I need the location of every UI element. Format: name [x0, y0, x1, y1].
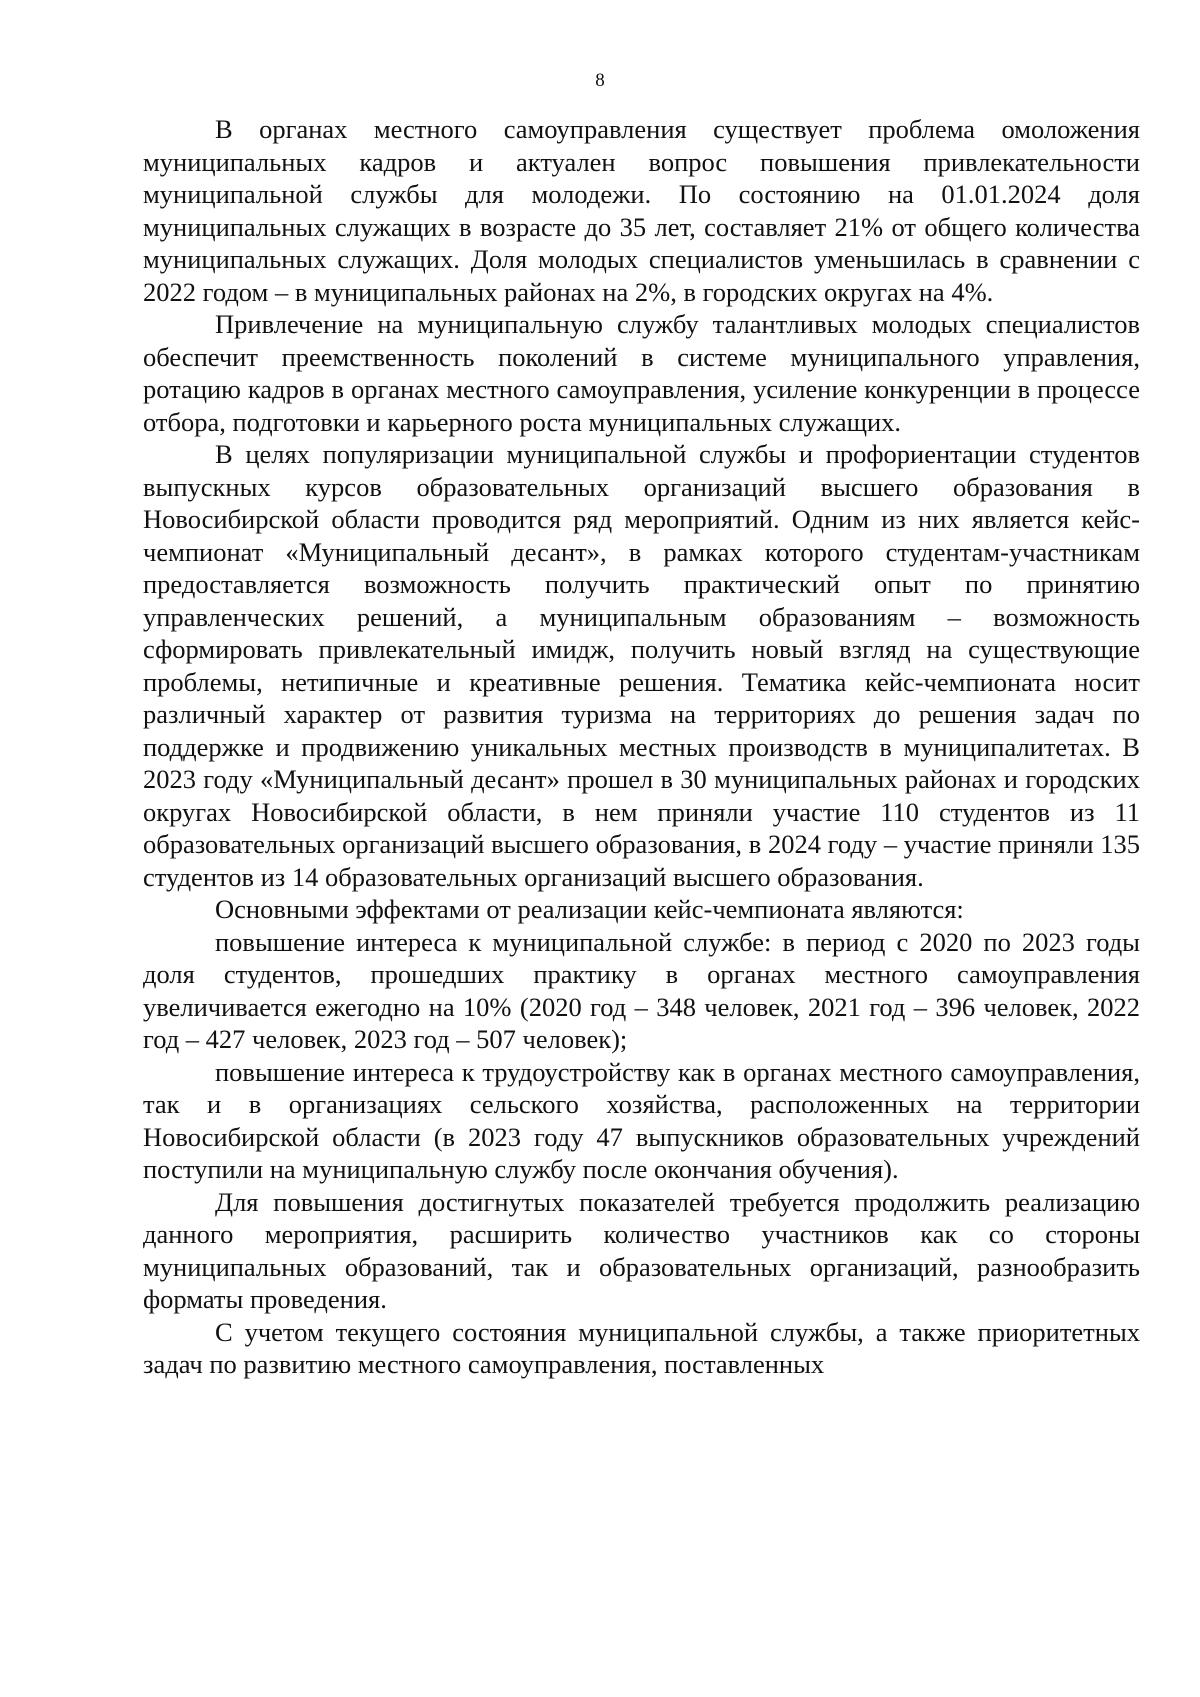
paragraph-effect-interest-in-service: повышение интереса к муниципальной службе: в период с 2020 по 2023 годы доля студентов, прошедших практику в органах местного самоуправления увеличивается ежегодно на 10% (2020 год – 348 человек, 2021 год – 396 человек, 2022 год – 427 человек, 2023 год – 507 человек);	[143, 926, 1140, 1054]
document-body	[143, 113, 1140, 1381]
paragraph-attracting-specialists: Привлечение на муниципальную службу талантливых молодых специалистов обеспечит преемственность поколений в системе муниципального управления, ротацию кадров в органах местного самоуправления, усиление конкуренции в процессе отбора, подготовки и карьерного роста муниципальных служащих.	[143, 309, 1140, 437]
page-number: 8	[595, 70, 605, 91]
paragraph-main-effects-intro: Основными эффектами от реализации кейс-чемпионата являются:	[215, 894, 964, 924]
paragraph-youth-rejuvenation: В органах местного самоуправления существует проблема омоложения муниципальных кадров и актуален вопрос повышения привлекательности муниципальной службы для молодежи. По состоянию на 01.01.2024 доля муниципальных служащих в возрасте до 35 лет, составляет 21% от общего количества муниципальных служащих. Доля молодых специалистов уменьшилась в сравнении с 2022 годом – в муниципальных районах на 2%, в городских округах на 4%.	[143, 114, 1140, 307]
paragraph-case-championship: В целях популяризации муниципальной службы и профориентации студентов выпускных курсов образовательных организаций высшего образования в Новосибирской области проводится ряд мероприятий. Одним из них является кейс-чемпионат «Муниципальный десант», в рамках которого студентам-участникам предоставляется возможность получить практический опыт по принятию управленческих решений, а муниципальным образованиям – возможность сформировать привлекательный имидж, получить новый взгляд на существующие проблемы, нетипичные и креативные решения. Тематика кейс-чемпионата носит различный характер от развития туризма на территориях до решения задач по поддержке и продвижению уникальных местных производств в муниципалитетах. В 2023 году «Муниципальный десант» прошел в 30 муниципальных районах и городских округах Новосибирской области, в нем приняли участие 110 студентов из 11 образовательных организаций высшего образования, в 2024 году – участие приняли 135 студентов из 14 образовательных организаций высшего образования.	[143, 439, 1140, 892]
paragraph-continue-implementation: Для повышения достигнутых показателей требуется продолжить реализацию данного мероприятия, расширить количество участников как со стороны муниципальных образований, так и образовательных организаций, разнообразить форматы проведения.	[143, 1186, 1140, 1314]
paragraph-effect-employment: повышение интереса к трудоустройству как в органах местного самоуправления, так и в организациях сельского хозяйства, расположенных на территории Новосибирской области (в 2023 году 47 выпускников образовательных учреждений поступили на муниципальную службу после окончания обучения).	[143, 1056, 1140, 1184]
paragraph-current-state: С учетом текущего состояния муниципальной службы, а также приоритетных задач по развитию местного самоуправления, поставленных	[143, 1316, 1140, 1379]
